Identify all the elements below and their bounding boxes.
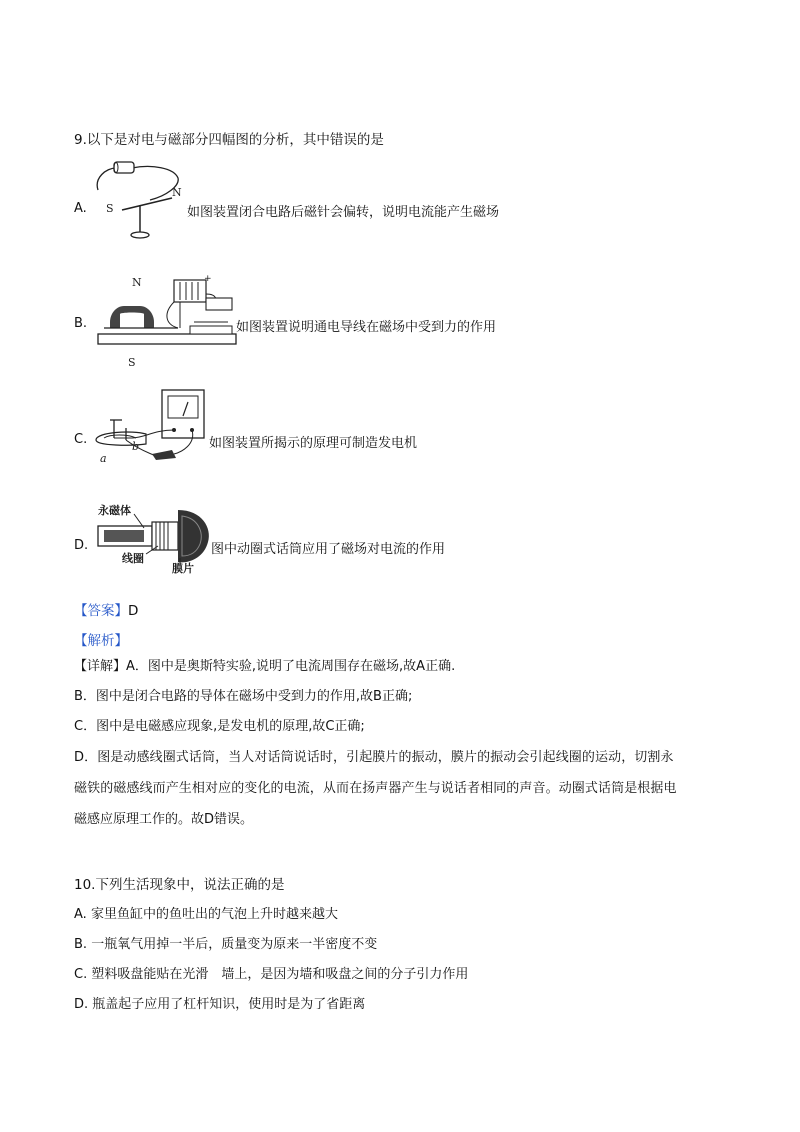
q9-option-d-letter: D. <box>74 538 89 553</box>
detail-line-4: D．图是动感线圈式话筒，当人对话筒说话时，引起膜片的振动，膜片的振动会引起线圈的运动，切割永 <box>74 750 674 765</box>
q10-option-c-text: 塑料吸盘能贴在光滑 墙上，是因为墙和吸盘之间的分子引力作用 <box>91 967 469 982</box>
q10-option-a-text: 家里鱼缸中的鱼吐出的气泡上升时越来越大 <box>90 907 338 922</box>
q9-option-c-text: 如图装置所揭示的原理可制造发电机 <box>209 436 418 451</box>
detail-tag: 【详解】 <box>74 659 127 674</box>
detail-line-3: C．图中是电磁感应现象,是发电机的原理,故C正确; <box>74 719 365 734</box>
q10-option-b-text: 一瓶氧气用掉一半后，质量变为原来一半密度不变 <box>91 937 378 952</box>
fig-d-label-magnet: 永磁体 <box>98 504 131 517</box>
q10-option-c-letter: C. <box>74 967 88 982</box>
q10-option-b <box>74 933 377 952</box>
answer-tag: 【答案】 <box>74 603 128 619</box>
detail-line-1-text: A．图中是奥斯特实验,说明了电流周围存在磁场,故A正确. <box>126 659 456 674</box>
question-9-stem: 9.以下是对电与磁部分四幅图的分析，其中错误的是 <box>74 132 384 148</box>
detail-line-5: 磁铁的磁感线而产生相对应的变化的电流，从而在扬声器产生与说话者相同的声音。动圈式话筒是根据电 <box>74 781 677 796</box>
fig-d-label-diaphragm: 膜片 <box>172 562 194 575</box>
motor-principle-figure <box>94 272 238 370</box>
q9-option-d-text: 图中动圈式话筒应用了磁场对电流的作用 <box>211 542 446 557</box>
detail-line-6: 磁感应原理工作的。故D错误。 <box>74 812 254 827</box>
fig-a-label-n: N <box>172 186 182 199</box>
dynamic-microphone-figure <box>96 502 212 574</box>
fig-c-label-a: a <box>100 452 107 465</box>
q9-option-c-letter: C. <box>74 432 88 447</box>
detail-line-2: B．图中是闭合电路的导体在磁场中受到力的作用,故B正确; <box>74 689 413 704</box>
q10-option-d <box>74 993 365 1012</box>
q10-option-c <box>74 963 468 982</box>
fig-b-label-plus: + <box>204 274 212 284</box>
q10-option-a-letter: A. <box>74 907 87 922</box>
q9-option-a-letter: A. <box>74 201 87 216</box>
q10-option-d-text: 瓶盖起子应用了杠杆知识，使用时是为了省距离 <box>92 997 366 1012</box>
electromagnetic-induction-figure <box>92 388 210 468</box>
fig-b-label-s: S <box>128 356 136 369</box>
detail-line-1 <box>74 660 455 673</box>
fig-a-label-s: S <box>106 202 114 215</box>
q10-option-b-letter: B. <box>74 937 88 952</box>
q10-option-a <box>74 903 338 922</box>
answer-value: D <box>128 603 139 619</box>
q9-option-a-text: 如图装置闭合电路后磁针会偏转，说明电流能产生磁场 <box>187 205 500 220</box>
fig-d-label-coil: 线圈 <box>122 552 144 565</box>
q9-option-b-letter: B. <box>74 316 88 331</box>
fig-c-label-b: b <box>132 440 140 453</box>
analysis-tag: 【解析】 <box>74 633 128 649</box>
q10-option-d-letter: D. <box>74 997 89 1012</box>
q9-option-b-text: 如图装置说明通电导线在磁场中受到力的作用 <box>236 320 497 335</box>
question-10-stem: 10.下列生活现象中，说法正确的是 <box>74 877 285 893</box>
fig-b-label-n: N <box>132 276 142 289</box>
answer-row <box>74 599 138 619</box>
oersted-experiment-figure <box>92 160 187 245</box>
